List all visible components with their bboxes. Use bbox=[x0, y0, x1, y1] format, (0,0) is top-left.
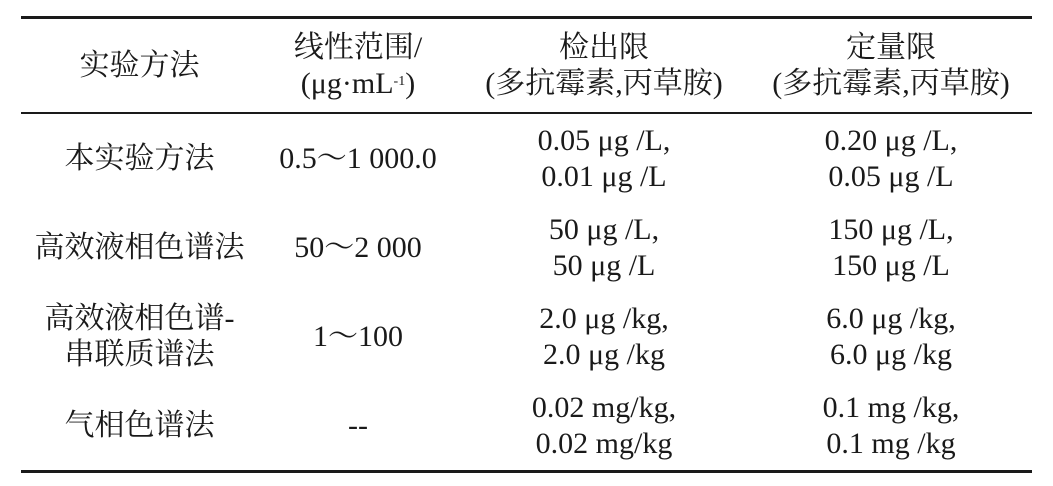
cell-lod-line2: 0.02 mg/kg bbox=[535, 426, 673, 460]
cell-loq-line2: 0.1 mg /kg bbox=[826, 426, 956, 460]
cell-lod bbox=[458, 123, 750, 195]
cell-lod bbox=[458, 212, 750, 284]
header-lod bbox=[458, 30, 750, 102]
cell-linear-range-value: 50～2 000 bbox=[294, 230, 422, 264]
comparison-table bbox=[21, 16, 1032, 473]
table-row bbox=[21, 381, 1032, 470]
header-linear-range-line2 bbox=[258, 66, 458, 102]
cell-lod-line1: 2.0 μg /kg, bbox=[539, 301, 669, 335]
cell-lod-line1: 0.05 μg /L, bbox=[537, 123, 671, 157]
cell-lod-line1: 0.02 mg/kg, bbox=[531, 390, 677, 424]
header-unit-post: ) bbox=[405, 66, 416, 100]
header-loq bbox=[750, 30, 1032, 102]
cell-lod bbox=[458, 301, 750, 373]
cell-linear-range-value: 1～100 bbox=[313, 319, 403, 353]
cell-loq-line2: 6.0 μg /kg bbox=[830, 337, 952, 371]
header-unit-pre: (μg·mL bbox=[300, 66, 394, 100]
table-row bbox=[21, 203, 1032, 292]
cell-method bbox=[21, 141, 258, 177]
header-lod-line1: 检出限 bbox=[559, 30, 649, 64]
cell-method-line1: 本实验方法 bbox=[64, 141, 215, 175]
cell-loq-line1: 6.0 μg /kg, bbox=[826, 301, 956, 335]
table-row bbox=[21, 292, 1032, 381]
cell-lod-line2: 50 μg /L bbox=[552, 248, 656, 282]
table-row bbox=[21, 114, 1032, 203]
cell-linear-range-value: 0.5～1 000.0 bbox=[279, 141, 437, 175]
cell-linear-range bbox=[258, 319, 458, 355]
cell-loq bbox=[750, 301, 1032, 373]
header-loq-line1: 定量限 bbox=[846, 30, 936, 64]
cell-loq bbox=[750, 123, 1032, 195]
header-method-label: 实验方法 bbox=[79, 48, 200, 82]
cell-lod bbox=[458, 390, 750, 462]
cell-method-line2: 串联质谱法 bbox=[64, 337, 215, 371]
cell-method-line1: 高效液相色谱- bbox=[44, 301, 235, 335]
cell-method bbox=[21, 301, 258, 373]
cell-loq-line2: 0.05 μg /L bbox=[828, 159, 954, 193]
header-method bbox=[21, 48, 258, 84]
cell-loq-line1: 0.20 μg /L, bbox=[824, 123, 958, 157]
cell-loq bbox=[750, 212, 1032, 284]
cell-linear-range-value: -- bbox=[348, 408, 368, 442]
header-linear-range-line1: 线性范围/ bbox=[293, 30, 423, 64]
cell-method-line1: 高效液相色谱法 bbox=[34, 230, 245, 264]
header-loq-line2: (多抗霉素,丙草胺) bbox=[772, 66, 1010, 100]
cell-linear-range bbox=[258, 141, 458, 177]
table-header-row bbox=[21, 19, 1032, 112]
header-linear-range bbox=[258, 30, 458, 102]
cell-linear-range bbox=[258, 230, 458, 266]
cell-lod-line1: 50 μg /L, bbox=[548, 212, 660, 246]
cell-loq-line1: 150 μg /L, bbox=[828, 212, 954, 246]
cell-method-line1: 气相色谱法 bbox=[64, 408, 215, 442]
cell-loq-line1: 0.1 mg /kg, bbox=[822, 390, 960, 424]
table-bottom-rule bbox=[21, 470, 1032, 473]
cell-lod-line2: 0.01 μg /L bbox=[541, 159, 667, 193]
cell-loq-line2: 150 μg /L bbox=[832, 248, 950, 282]
cell-method bbox=[21, 230, 258, 266]
cell-linear-range bbox=[258, 408, 458, 444]
cell-lod-line2: 2.0 μg /kg bbox=[543, 337, 665, 371]
header-lod-line2: (多抗霉素,丙草胺) bbox=[485, 66, 723, 100]
cell-method bbox=[21, 408, 258, 444]
header-unit-exponent: -1 bbox=[393, 73, 406, 89]
cell-loq bbox=[750, 390, 1032, 462]
